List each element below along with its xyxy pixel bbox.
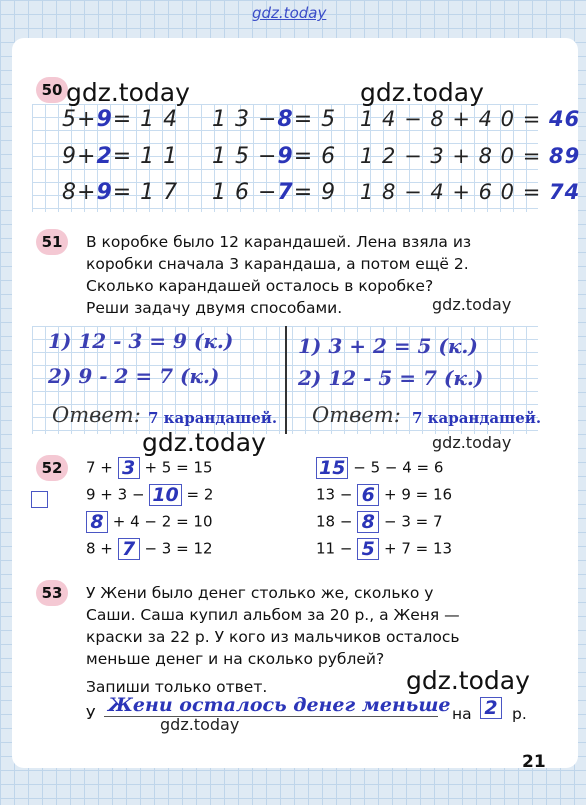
eq-part: 18 − <box>316 512 353 531</box>
expr-part: 8+ <box>62 180 97 205</box>
text-line: В коробке было 12 карандашей. Лена взяла из <box>86 233 472 251</box>
expr-part: 1 6 − <box>212 180 278 205</box>
watermark: gdz.today <box>432 295 512 314</box>
answer-mid: на <box>452 705 472 723</box>
filled-answer: 9 <box>96 107 113 132</box>
answer-box: 15 <box>316 457 348 479</box>
answer-box: 5 <box>357 538 379 560</box>
expr-part: 5+ <box>62 107 97 132</box>
answer-box: 10 <box>149 484 181 506</box>
expr-part: = 5 <box>293 107 337 132</box>
eq-part: − 3 = 7 <box>384 512 443 531</box>
answer-box: 8 <box>86 511 108 533</box>
equation <box>316 457 443 479</box>
answer-prefix: У <box>86 705 96 723</box>
text-line: меньше денег и на сколько рублей? <box>86 650 385 668</box>
watermark: gdz.today <box>360 78 484 107</box>
solution-right-step2: 2) 12 - 5 = 7 (к.) <box>298 366 484 390</box>
watermark: gdz.today <box>142 428 266 457</box>
answer-box: 7 <box>118 538 140 560</box>
amount-box <box>480 697 502 719</box>
expr-part: 1 3 − <box>212 107 278 132</box>
filled-answer: 46 <box>549 107 581 131</box>
filled-answer: 74 <box>549 180 581 204</box>
text-line: коробки сначала 3 карандаша, а потом ещё 2. <box>86 255 469 273</box>
task-51-number: 51 <box>36 229 68 255</box>
watermark: gdz.today <box>160 715 240 734</box>
eq-part: 13 − <box>316 485 353 504</box>
written-answer: Жени осталось денег меньше <box>108 694 451 716</box>
eq-part: 9 + 3 − <box>86 485 145 504</box>
expression <box>212 107 336 132</box>
answer-box: 8 <box>357 511 379 533</box>
text-line: Реши задачу двумя способами. <box>86 299 343 317</box>
equation <box>86 484 213 506</box>
expression <box>62 107 178 132</box>
filled-answer: 9 <box>277 144 294 169</box>
eq-part: = 2 <box>186 485 214 504</box>
filled-answer: 8 <box>277 107 294 132</box>
equation <box>316 538 452 560</box>
watermark: gdz.today <box>432 433 512 452</box>
task-50-number: 50 <box>36 77 68 103</box>
expr-part: = 6 <box>293 144 337 169</box>
task-53-number: 53 <box>36 580 68 606</box>
solution-right-step1: 1) 3 + 2 = 5 (к.) <box>298 334 478 358</box>
page-number: 21 <box>522 752 546 772</box>
expression <box>62 144 178 169</box>
text-line: краски за 22 р. У кого из мальчиков осталось <box>86 628 460 646</box>
expr-part: 1 2 − 3 + 8 0 = <box>360 144 542 168</box>
answer-line <box>104 716 438 717</box>
filled-answer: 89 <box>549 144 581 168</box>
expr-part: 1 4 − 8 + 4 0 = <box>360 107 542 131</box>
answer-label-right: Ответ: <box>312 403 401 427</box>
expr-part: = 9 <box>293 180 337 205</box>
expr-part: 1 8 − 4 + 6 0 = <box>360 180 542 204</box>
solution-left-step2: 2) 9 - 2 = 7 (к.) <box>48 364 220 388</box>
answer-left: 7 карандашей. <box>148 409 278 427</box>
expr-part: = 1 7 <box>112 180 179 205</box>
answer-box: 6 <box>357 484 379 506</box>
equation <box>316 484 452 506</box>
equation <box>86 511 213 533</box>
expression <box>360 144 580 168</box>
text-line: Сколько карандашей осталось в коробке? <box>86 277 434 295</box>
top-watermark: gdz.today <box>252 4 327 22</box>
expression <box>212 180 336 205</box>
answer-label-left: Ответ: <box>52 403 141 427</box>
equation <box>86 457 213 479</box>
eq-part: 11 − <box>316 539 353 558</box>
text-line: Запиши только ответ. <box>86 678 268 696</box>
expr-part: = 1 4 <box>112 107 179 132</box>
answer-suffix: р. <box>512 705 527 723</box>
expr-part: = 1 1 <box>112 144 179 169</box>
expression <box>360 107 580 131</box>
solution-left-step1: 1) 12 - 3 = 9 (к.) <box>48 329 234 353</box>
filled-answer: 9 <box>96 180 113 205</box>
text-line: У Жени было денег столько же, сколько у <box>86 584 434 602</box>
eq-part: 7 + <box>86 458 113 477</box>
eq-part: + 7 = 13 <box>384 539 453 558</box>
empty-checkbox[interactable] <box>31 491 48 508</box>
text-line: Саши. Саша купил альбом за 20 р., а Женя — <box>86 606 460 624</box>
filled-answer: 2 <box>96 144 113 169</box>
eq-part: + 5 = 15 <box>144 458 213 477</box>
expression <box>360 180 580 204</box>
eq-part: + 4 − 2 = 10 <box>112 512 213 531</box>
expression <box>62 180 178 205</box>
filled-answer: 7 <box>277 180 294 205</box>
eq-part: + 9 = 16 <box>384 485 453 504</box>
equation <box>86 538 213 560</box>
expr-part: 1 5 − <box>212 144 278 169</box>
answer-right: 7 карандашей. <box>412 409 542 427</box>
watermark: gdz.today <box>66 78 190 107</box>
expr-part: 9+ <box>62 144 97 169</box>
answer-box: 2 <box>480 697 502 719</box>
expression <box>212 144 336 169</box>
equation <box>316 511 443 533</box>
answer-box: 3 <box>118 457 140 479</box>
solution-divider <box>285 326 287 434</box>
task-52-number: 52 <box>36 455 68 481</box>
eq-part: 8 + <box>86 539 113 558</box>
eq-part: − 3 = 12 <box>144 539 213 558</box>
watermark: gdz.today <box>406 666 530 695</box>
eq-part: − 5 − 4 = 6 <box>353 458 444 477</box>
